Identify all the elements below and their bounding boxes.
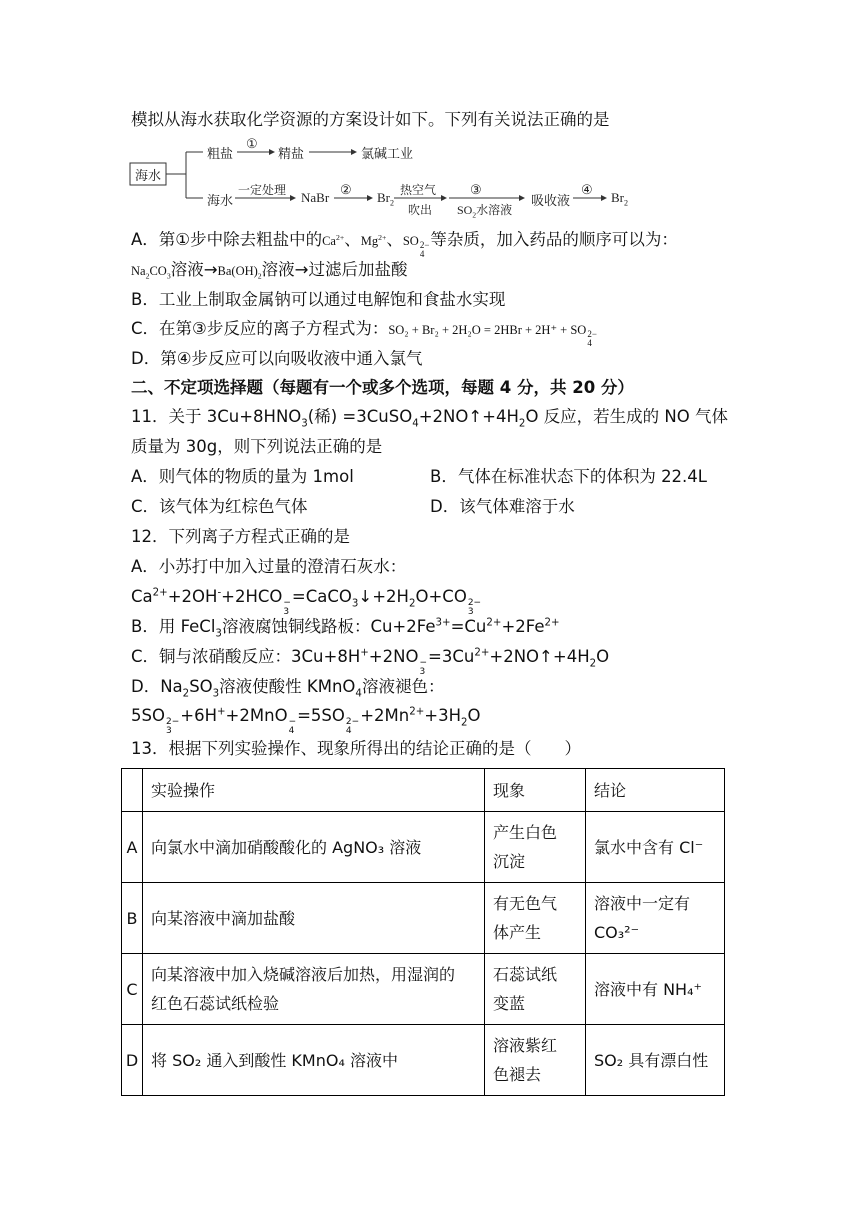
flow-note-1: 一定处理 xyxy=(238,183,287,197)
operation-cell: 向氯水中滴加硝酸酸化的 AgNO₃ 溶液 xyxy=(143,812,485,883)
phenomenon-cell: 石蕊试纸 变蓝 xyxy=(485,954,586,1025)
flow-note-3b: 吹出 xyxy=(408,203,433,217)
row-label: D xyxy=(122,1025,143,1096)
operation-cell: 向某溶液中加入烧碱溶液后加热，用湿润的 红色石蕊试纸检验 xyxy=(143,954,485,1025)
q11-option-a: A．则气体的物质的量为 1mol xyxy=(131,467,354,486)
q11-option-d: D．该气体难溶于水 xyxy=(430,497,575,516)
q12-stem: 12．下列离子方程式正确的是 xyxy=(131,527,350,546)
conclusion-cell: 溶液中有 NH₄⁺ xyxy=(586,954,725,1025)
row-label: B xyxy=(122,883,143,954)
phenomenon-cell: 有无色气 体产生 xyxy=(485,883,586,954)
flow-bottom-d: 吸收液 xyxy=(531,193,571,208)
q12-option-a-equation: $Ca^{2+}+2OH^-+2HCO$ − 3 $=CaCO_3↓+2H_2O+CO$ 2− 3 xyxy=(131,587,482,617)
q11-stem-line1: 11．关于 $3Cu+8HNO_3$(稀) $=3CuSO_4+2NO↑+4H_2O$ 反应，若生成的 NO 气体 xyxy=(131,407,728,430)
table-header-cell: 现象 xyxy=(485,769,586,812)
flow-source: 海水 xyxy=(135,168,162,183)
conclusion-cell: SO₂ 具有漂白性 xyxy=(586,1025,725,1096)
table-header-row xyxy=(122,769,725,812)
q12-option-a: A．小苏打中加入过量的澄清石灰水： xyxy=(131,557,407,576)
q12-option-b: B．用 FeCl$_3$溶液腐蚀铜线路板：$Cu+2Fe^{3+}=Cu^{2+}+2Fe^{2+}$ xyxy=(131,617,560,640)
flow-bottom-a: 海水 xyxy=(207,193,234,208)
conclusion-cell: 溶液中一定有 CO₃²⁻ xyxy=(586,883,725,954)
q11-option-b: B．气体在标准状态下的体积为 22.4L xyxy=(430,467,707,486)
flow-step-4: ④ xyxy=(581,182,593,197)
table-row xyxy=(122,954,725,1025)
flow-step-3: ③ xyxy=(470,182,482,197)
experiment-table xyxy=(121,768,725,1096)
flow-top-b: 精盐 xyxy=(278,146,305,161)
row-label: C xyxy=(122,954,143,1025)
conclusion-cell: 氯水中含有 Cl⁻ xyxy=(586,812,725,883)
table-header-cell: 结论 xyxy=(586,769,725,812)
phenomenon-cell: 产生白色 沉淀 xyxy=(485,812,586,883)
flow-top-c: 氯碱工业 xyxy=(361,146,414,161)
q10-option-c: C．在第③步反应的离子方程式为：SO₂ + Br₂ + 2H₂O = 2HBr + 2H⁺ + SO 2− 4 xyxy=(131,319,597,348)
flow-bottom-b: NaBr xyxy=(301,190,330,205)
operation-cell: 将 SO₂ 通入到酸性 KMnO₄ 溶液中 xyxy=(143,1025,485,1096)
section-heading: 二、不定项选择题（每题有一个或多个选项，每题 4 分，共 20 分） xyxy=(131,378,634,397)
process-flow-diagram xyxy=(129,136,649,218)
q12-option-d-equation: 5SO 2− 3 +6H++2MnO − 4 =5SO 2− 4 $+2Mn^{2+}+3H_2O$ xyxy=(131,706,481,736)
table-row xyxy=(122,883,725,954)
q10-option-b: B．工业上制取金属钠可以通过电解饱和食盐水实现 xyxy=(131,290,506,309)
table-header-cell xyxy=(122,769,143,812)
flow-bottom-c: $Br_2$ xyxy=(377,190,395,208)
flow-note-3c: $SO_2$水溶液 xyxy=(457,203,513,220)
q10-option-a-line1: A．第①步中除去粗盐中的$Ca^{2+}$、$Mg^{2+}$、SO 2− 4 等杂质，加入药品的顺序可以为： xyxy=(131,230,678,259)
q11-option-c: C．该气体为红棕色气体 xyxy=(131,497,308,516)
phenomenon-cell: 溶液紫红 色褪去 xyxy=(485,1025,586,1096)
row-label: A xyxy=(122,812,143,883)
q10-option-d: D．第④步反应可以向吸收液中通入氯气 xyxy=(131,349,423,368)
flow-bottom-e: $Br_2$ xyxy=(611,190,629,208)
question-stem: 模拟从海水获取化学资源的方案设计如下。下列有关说法正确的是 xyxy=(131,110,610,129)
operation-cell: 向某溶液中滴加盐酸 xyxy=(143,883,485,954)
flow-step-1: ① xyxy=(246,136,258,151)
flow-note-3a: 热空气 xyxy=(400,183,437,197)
table-header-cell: 实验操作 xyxy=(143,769,485,812)
q11-stem-line2: 质量为 30g，则下列说法正确的是 xyxy=(131,437,383,456)
q12-option-d: D．$Na_2SO_3$溶液使酸性 KMnO$_4$溶液褪色： xyxy=(131,677,445,700)
flow-step-2: ② xyxy=(340,182,352,197)
q12-option-c: C．铜与浓硝酸反应：3Cu+8H++2NO − 3 $=3Cu^{2+}+2NO↑+4H_2O$ xyxy=(131,647,610,677)
flow-top-a: 粗盐 xyxy=(207,146,234,161)
table-row xyxy=(122,1025,725,1096)
q10-option-a-line2: $Na_2CO_3$溶液$\to Ba(OH)_2$溶液→过滤后加盐酸 xyxy=(131,260,408,281)
q13-stem: 13．根据下列实验操作、现象所得出的结论正确的是（ ） xyxy=(131,739,581,758)
table-row xyxy=(122,812,725,883)
